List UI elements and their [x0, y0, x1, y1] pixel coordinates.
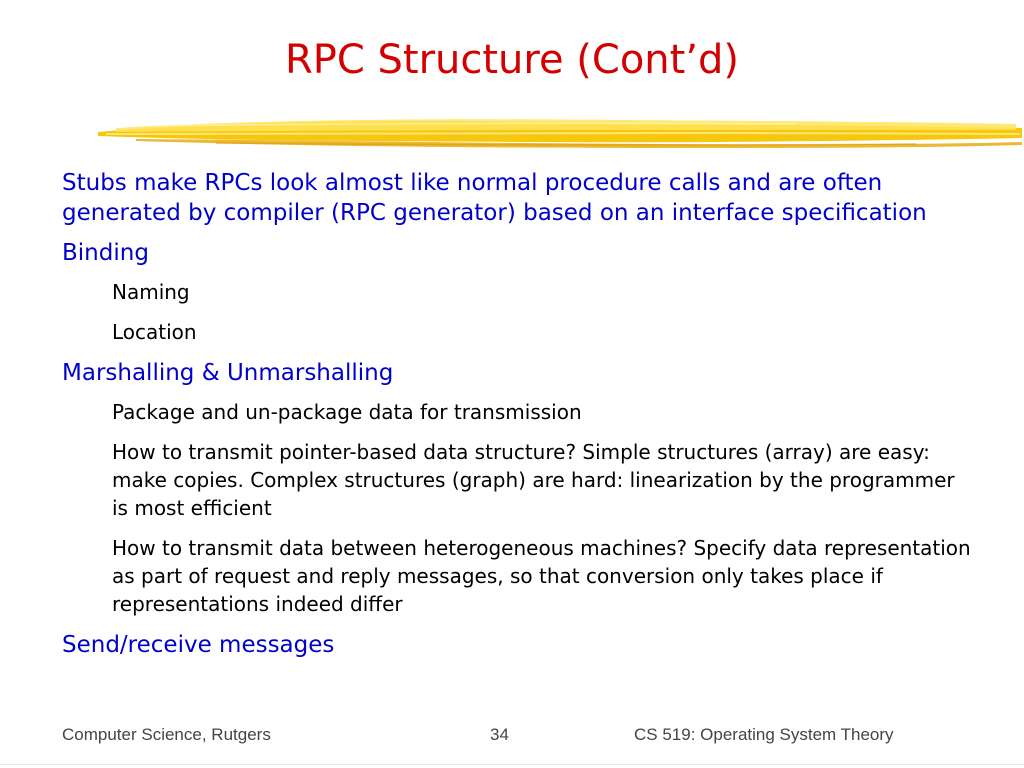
footer-left: Computer Science, Rutgers — [62, 725, 271, 744]
bullet-marshalling: Marshalling & Unmarshalling — [62, 360, 394, 386]
subbullet-naming: Naming — [112, 280, 190, 304]
bullet-send-receive: Send/receive messages — [62, 632, 335, 658]
slide-title: RPC Structure (Cont’d) — [284, 37, 740, 83]
subbullet-package: Package and un-package data for transmission — [112, 400, 582, 424]
bullet-list — [62, 168, 972, 670]
subbullet-heterogeneous: How to transmit data between heterogeneous machines? Specify data representation as part of request and reply messages, so that conversion only takes place if representations indeed differ — [112, 536, 971, 616]
brush-stroke-divider — [96, 108, 1024, 154]
bottom-divider — [0, 764, 1024, 765]
subbullet-pointer: How to transmit pointer-based data structure? Simple structures (array) are easy: make copies. Complex structures (graph) are hard: linearization by the programmer is most efficient — [112, 440, 955, 520]
bullet-stubs: Stubs make RPCs look almost like normal procedure calls and are often generated by compiler (RPC generator) based on an interface specification — [62, 170, 927, 226]
page-number: 34 — [490, 725, 509, 744]
subbullet-location: Location — [112, 320, 197, 344]
bullet-binding: Binding — [62, 240, 149, 266]
footer-right: CS 519: Operating System Theory — [634, 725, 894, 744]
